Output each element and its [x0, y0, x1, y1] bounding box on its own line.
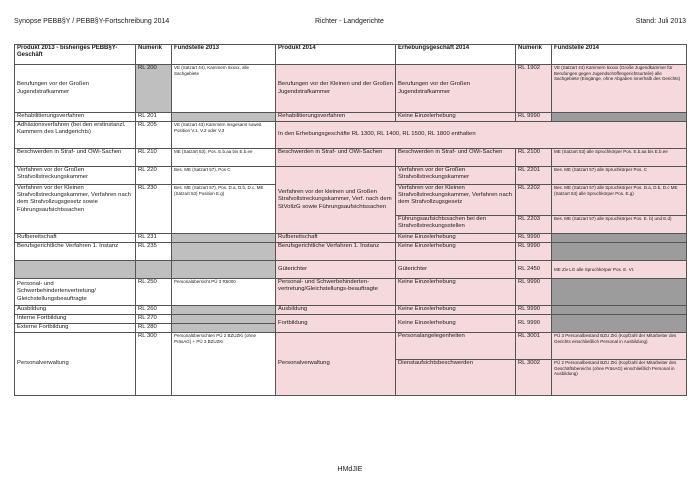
table-row — [15, 149, 687, 167]
cell-merged-note: In den Erhebungsgeschäfte RL 1300, RL 1400, RL 1500, RL 1800 enthalten — [276, 122, 687, 149]
cell-product-2013 — [15, 261, 136, 279]
cell-fundstelle-2013 — [172, 261, 276, 279]
cell-product-2013: Ausbildung — [15, 306, 136, 315]
cell-product-2013: Berufungen vor der Großen Jugendstrafkammer — [15, 65, 136, 113]
cell-fundstelle-2013: Bes. ME (Satzart 57), Pos. D.a, D.b, D.c, ME (Satzart 53) Position E.g) — [172, 185, 276, 234]
cell-product-2013: Interne Fortbildung — [15, 315, 136, 324]
cell-product-2013: Verfahren vor der Großen Strafvollstreckungskammer — [15, 167, 136, 185]
cell-product-2014: Rehabilitierungsverfahren — [276, 113, 396, 122]
col-header-erhebung-2014: Erhebungsgeschäft 2014 — [396, 45, 516, 65]
col-header-product-2013: Produkt 2013 - bisheriges PEBB§Y-Geschäft — [15, 45, 136, 65]
cell-numerik-2014: RL 9990 — [516, 234, 552, 243]
cell-fundstelle-2013: Personalübersicht PÜ 3 R5000 — [172, 279, 276, 306]
cell-numerik-2013: RL 205 — [136, 122, 172, 149]
cell-numerik-2013 — [136, 261, 172, 279]
cell-product-2013: Verfahren vor der Kleinen Strafvollstreckungskammer, Verfahren nach dem Strafvollzugsgesetz sowie Führungsaufsichtssachen — [15, 185, 136, 234]
cell-numerik-2014: RL 9990 — [516, 279, 552, 306]
cell-fundstelle-2013: Personalübersichten PÜ 2 BZUZKi (ohne PräsAG) + PÜ 3 BZUZKi — [172, 333, 276, 396]
cell-numerik-2013: RL 230 — [136, 185, 172, 234]
table-row — [15, 243, 687, 261]
table-row — [15, 234, 687, 243]
cell-numerik-2014: RL 2100 — [516, 149, 552, 167]
cell-product-2013: Rehabilitierungsverfahren — [15, 113, 136, 122]
cell-product-2014: Berufsgerichtliche Verfahren 1. Instanz — [276, 243, 396, 261]
cell-erhebung-2014: Keine Einzelerhebung — [396, 234, 516, 243]
cell-numerik-2013: RL 300 — [136, 333, 172, 396]
cell-erhebung-2014: Beschwerden in Straf- und OWi-Sachen — [396, 149, 516, 167]
cell-erhebung-2014: Keine Einzelerhebung — [396, 315, 516, 333]
table-row — [15, 113, 687, 122]
cell-fundstelle-2013: VE (Satzart 43) Kammern insgesamt soweit Position V.1, V.2 oder V.3 — [172, 122, 276, 149]
table-row — [15, 333, 687, 360]
cell-erhebung-2014: Güterichter — [396, 261, 516, 279]
table-row — [15, 306, 687, 315]
header-right: Stand: Juli 2013 — [635, 18, 686, 25]
cell-fundstelle-2014: PÜ 3 Personalbestand BZU ZKi (Kopfzahl der Mitarbeiter des Gerichts einschließlich Personal in Ausbildung) — [552, 333, 687, 360]
cell-numerik-2014: RL 9990 — [516, 243, 552, 261]
cell-fundstelle-2013 — [172, 243, 276, 261]
cell-product-2013: Beschwerden in Straf- und OWi-Sachen — [15, 149, 136, 167]
table-row — [15, 279, 687, 306]
cell-fundstelle-2013 — [172, 315, 276, 324]
col-header-numerik-2013: Numerik — [136, 45, 172, 65]
cell-numerik-2014: RL 2450 — [516, 261, 552, 279]
cell-numerik-2013: RL 231 — [136, 234, 172, 243]
cell-numerik-2014: RL 2202 — [516, 185, 552, 216]
cell-numerik-2013: RL 260 — [136, 306, 172, 315]
cell-product-2014: Verfahren vor der kleinen und Großen Strafvollstreckungskammer, Verf. nach dem StVollzG sowie Führungsaufsichtssachen — [276, 167, 396, 234]
table-row — [15, 65, 687, 113]
cell-fundstelle-2014: VE (Satzart 44) Kammern 5xxxx (Große Jugendkammer für Berufungen gegen Jugendschöffengerichtsurteile) alle Sachgebiete (Eingänge, ohne Abgaben innerhalb des Gerichts) — [552, 65, 687, 113]
cell-numerik-2013: RL 200 — [136, 65, 172, 113]
cell-erhebung-2014: Berufungen vor der Großen Jugendstrafkammer — [396, 65, 516, 113]
cell-product-2014: Personalverwaltung — [276, 333, 396, 396]
header-center: Richter - Landgerichte — [315, 18, 384, 25]
header-left: Synopse PEBB§Y / PEBB§Y-Fortschreibung 2014 — [14, 18, 170, 25]
col-header-product-2014: Produkt 2014 — [276, 45, 396, 65]
cell-numerik-2013: RL 270 — [136, 315, 172, 324]
cell-numerik-2014: RL 1902 — [516, 65, 552, 113]
cell-erhebung-2014: Dienstaufsichtsbeschwerden — [396, 360, 516, 396]
cell-product-2014: Rufbereitschaft — [276, 234, 396, 243]
cell-numerik-2014: RL 2203 — [516, 216, 552, 234]
cell-product-2013: Rufbereitschaft — [15, 234, 136, 243]
cell-fundstelle-2013: ME (Satzart 53), Pos. E.b.aa bis E.b.ee — [172, 149, 276, 167]
cell-fundstelle-2014 — [552, 315, 687, 333]
cell-product-2014: Ausbildung — [276, 306, 396, 315]
cell-numerik-2014: RL 9990 — [516, 315, 552, 333]
table-row — [15, 122, 687, 149]
synopsis-table — [14, 44, 687, 396]
cell-numerik-2014: RL 3001 — [516, 333, 552, 360]
cell-numerik-2014: RL 3002 — [516, 360, 552, 396]
table-row — [15, 167, 687, 185]
cell-numerik-2013: RL 235 — [136, 243, 172, 261]
cell-erhebung-2014: Personalangelegenheiten — [396, 333, 516, 360]
cell-fundstelle-2014: ME (Satzart 53) alle Spruchkörper Pos. E.b.aa bis E.b.ee — [552, 149, 687, 167]
cell-fundstelle-2013: Bes. ME (Satzart 57), Pos C — [172, 167, 276, 185]
cell-erhebung-2014: Keine Einzelerhebung — [396, 306, 516, 315]
cell-numerik-2013: RL 250 — [136, 279, 172, 306]
footer-text: HMdJIE — [337, 466, 363, 473]
col-header-fundstelle-2013: Fundstelle 2013 — [172, 45, 276, 65]
cell-numerik-2013: RL 201 — [136, 113, 172, 122]
cell-fundstelle-2014: Bes. ME (Satzart 57) alle Spruchkörper Pos. D.a, D.b, D.c ME (Satzart 53) alle Spruchkörper Pos. E.g) — [552, 185, 687, 216]
cell-numerik-2013: RL 220 — [136, 167, 172, 185]
col-header-fundstelle-2014: Fundstelle 2014 — [552, 45, 687, 65]
cell-product-2014: Berufungen vor der Kleinen und der Großen Jugendstrafkammer — [276, 65, 396, 113]
cell-fundstelle-2014 — [552, 279, 687, 306]
cell-fundstelle-2013 — [172, 234, 276, 243]
cell-fundstelle-2013 — [172, 306, 276, 315]
cell-erhebung-2014: Verfahren vor der Kleinen Strafvollstreckungskammer, Verfahren nach dem Strafvollzugsgesetz — [396, 185, 516, 216]
table-header-row — [15, 45, 687, 65]
cell-erhebung-2014: Verfahren vor der Großen Strafvollstreckungskammer — [396, 167, 516, 185]
cell-fundstelle-2013: VE (Satzart 44), Kammern 5xxxx, alle Sachgebiete — [172, 65, 276, 113]
cell-fundstelle-2014: Bes. ME (Satzart 57) alle Spruchkörper Pos. E. b) und E.d) — [552, 216, 687, 234]
cell-numerik-2013: RL 210 — [136, 149, 172, 167]
cell-fundstelle-2014: ME Ziv LG alle Spruchkörper Pos. E. VI. — [552, 261, 687, 279]
cell-numerik-2014: RL 2201 — [516, 167, 552, 185]
cell-product-2014: Beschwerden in Straf- und OWi-Sachen — [276, 149, 396, 167]
cell-fundstelle-2013 — [172, 113, 276, 122]
cell-fundstelle-2013 — [172, 324, 276, 333]
cell-fundstelle-2014: Bes. ME (Satzart 57) alle Spruchkörper Pos. C — [552, 167, 687, 185]
col-header-numerik-2014: Numerik — [516, 45, 552, 65]
cell-product-2013: Berufsgerichtliche Verfahren 1. Instanz — [15, 243, 136, 261]
cell-numerik-2013: RL 280 — [136, 324, 172, 333]
cell-product-2014: Güterichter — [276, 261, 396, 279]
cell-numerik-2014: RL 9990 — [516, 113, 552, 122]
cell-erhebung-2014: Keine Einzelerhebung — [396, 113, 516, 122]
cell-product-2013: Externe Fortbildung — [15, 324, 136, 333]
cell-fundstelle-2014 — [552, 113, 687, 122]
cell-erhebung-2014: Keine Einzelerhebung — [396, 243, 516, 261]
cell-fundstelle-2014 — [552, 306, 687, 315]
cell-erhebung-2014: Führungsaufsichtssachen bei den Strafvollstreckungsstellen — [396, 216, 516, 234]
cell-fundstelle-2014: PÜ 2 Personalbestand BZU ZKi (Kopfzahl der Mitarbeiter des Geschäftsbereichs (ohne PräsAG) einschließlich Personal in Ausbildung) — [552, 360, 687, 396]
cell-product-2013: Personal- und Schwerbehindertenvertretung/ Gleichstellungsbeauftragte — [15, 279, 136, 306]
cell-numerik-2014: RL 9990 — [516, 306, 552, 315]
cell-product-2014: Fortbildung — [276, 315, 396, 333]
table-row — [15, 261, 687, 279]
table-row — [15, 315, 687, 324]
cell-erhebung-2014: Keine Einzelerhebung — [396, 279, 516, 306]
cell-product-2013: Adhäsionsverfahren (bei den erstinstanzl. Kammern des Landgerichts) — [15, 122, 136, 149]
cell-fundstelle-2014 — [552, 234, 687, 243]
cell-product-2013: Personalverwaltung — [15, 333, 136, 396]
cell-fundstelle-2014 — [552, 243, 687, 261]
cell-product-2014: Personal- und Schwerbehinderten-vertretung/Gleichstellungs-beauftragte — [276, 279, 396, 306]
